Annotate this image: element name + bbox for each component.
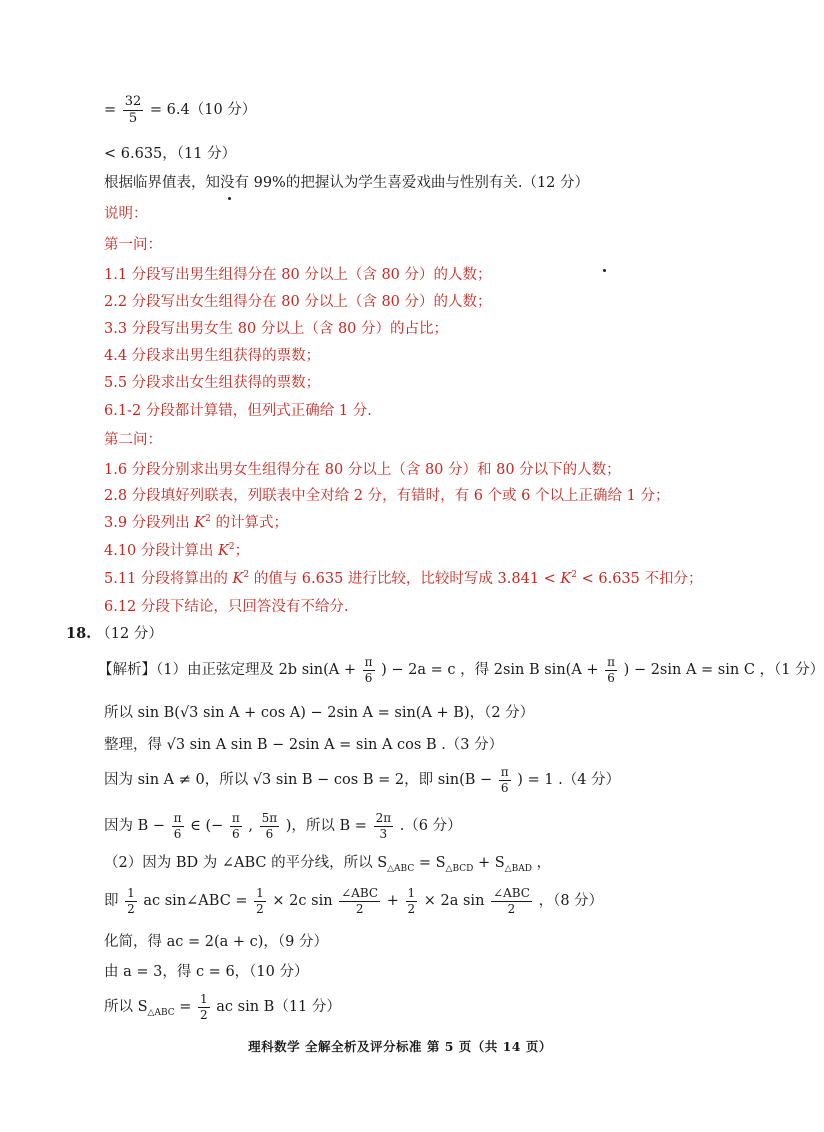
part2-item-k2-formula: 3.9 分段列出 $K^2$ 的计算式；	[104, 514, 288, 531]
part1-item: 1.1 分段写出男生组得分在 80 分以上（含 80 分）的人数；	[104, 267, 492, 283]
solution-step-4: 因为 sin A ≠ 0，所以 √3 sin B − cos B = 2，即 sin(B − $\frac{\pi}{6}$ ) = 1 .（4 分）	[104, 765, 621, 795]
part2-item: 6.12 分段下结论，只回答没有不给分.	[104, 599, 349, 615]
solution-step-3: 整理，得 √3 sin A sin B − 2sin A = sin A cos B .（3 分）	[104, 737, 504, 753]
question-18-header	[66, 627, 163, 642]
result-line-2: < 6.635，（11 分）	[104, 146, 237, 162]
page-footer: 理科数学 全解全析及评分标准 第 5 页（共 14 页）	[248, 1039, 552, 1054]
part1-heading: 第一问：	[104, 237, 162, 253]
fraction-32-over-5	[123, 95, 144, 125]
part1-item: 2.2 分段写出女生组得分在 80 分以上（含 80 分）的人数；	[104, 294, 492, 310]
solution-step-5: 因为 B − $\frac{\pi}{6}$ ∈ (− $\frac{\pi}{6}$ , $\frac{5\pi}{6}$ )，所以 B = $\frac{2\pi}{3}$ .（6 分）	[104, 811, 462, 841]
solution-step-1: 【解析】（1）由正弦定理及 2b sin(A + $\frac{\pi}{6}$ ) − 2a = c ，得 2sin B sin(A + $\frac{\pi}{6}$ ) − 2sin A = sin C ，（1 分）	[98, 655, 824, 685]
solution-step-2: 所以 sin B(√3 sin A + cos A) − 2sin A = sin(A + B)，（2 分）	[104, 705, 535, 721]
solution-part2-step-1: （2）因为 BD 为 ∠ABC 的平分线，所以 $S_{\triangle ABC} = S_{\triangle BCD} + S_{\triangle BAD}$ ，	[104, 855, 552, 874]
part1-item: 4.4 分段求出男生组获得的票数；	[104, 348, 321, 364]
part1-item: 6.1-2 分段都计算错，但列式正确给 1 分.	[104, 403, 372, 419]
part2-item: 2.8 分段填好列联表，列联表中全对给 2 分，有错时，有 6 个或 6 个以上正确给 1 分；	[104, 488, 670, 504]
question-score: （12 分）	[96, 626, 163, 642]
result-line-1	[104, 95, 256, 125]
stray-dot	[228, 197, 231, 200]
result-value: = 6.4（10 分）	[149, 102, 257, 119]
solution-part2-step-4: 由 a = 3，得 c = 6，（10 分）	[104, 964, 309, 980]
equals-sign: =	[104, 102, 117, 119]
question-number: 18.	[66, 625, 92, 642]
part2-item: 1.6 分段分别求出男女生组得分在 80 分以上（含 80 分）和 80 分以下的人数；	[104, 462, 621, 478]
part2-heading: 第二问：	[104, 432, 162, 448]
fraction-numerator: 32	[124, 94, 142, 109]
solution-part2-step-2: 即 $\frac{1}{2}$ ac sin∠ABC = $\frac{1}{2}$ × 2c sin $\frac{\text{∠ABC}}{2}$ + $\frac{1}{2}$ × 2a sin $\frac{\text{∠ABC}}{2}$ ，（8 分）	[104, 886, 604, 916]
solution-part2-step-3: 化简，得 ac = 2(a + c)，（9 分）	[104, 934, 328, 950]
solution-part2-step-5: 所以 $S_{\triangle ABC}$ = $\frac{1}{2}$ ac sin B（11 分）	[104, 992, 341, 1022]
part2-item-k2-compare: 5.11 分段将算出的 $K^2$ 的值与 6.635 进行比较，比较时写成 $3.841 < K^2 < 6.635$ 不扣分；	[104, 570, 703, 587]
notes-heading: 说明：	[104, 206, 148, 222]
conclusion-line: 根据临界值表，知没有 99%的把握认为学生喜爱戏曲与性别有关.（12 分）	[104, 175, 590, 191]
fraction-denominator: 5	[128, 110, 138, 126]
part1-item: 5.5 分段求出女生组获得的票数；	[104, 375, 321, 391]
stray-dot	[603, 269, 606, 272]
part2-item-k2-compute: 4.10 分段计算出 $K^2$；	[104, 542, 250, 559]
part1-item: 3.3 分段写出男女生 80 分以上（含 80 分）的占比；	[104, 321, 449, 337]
